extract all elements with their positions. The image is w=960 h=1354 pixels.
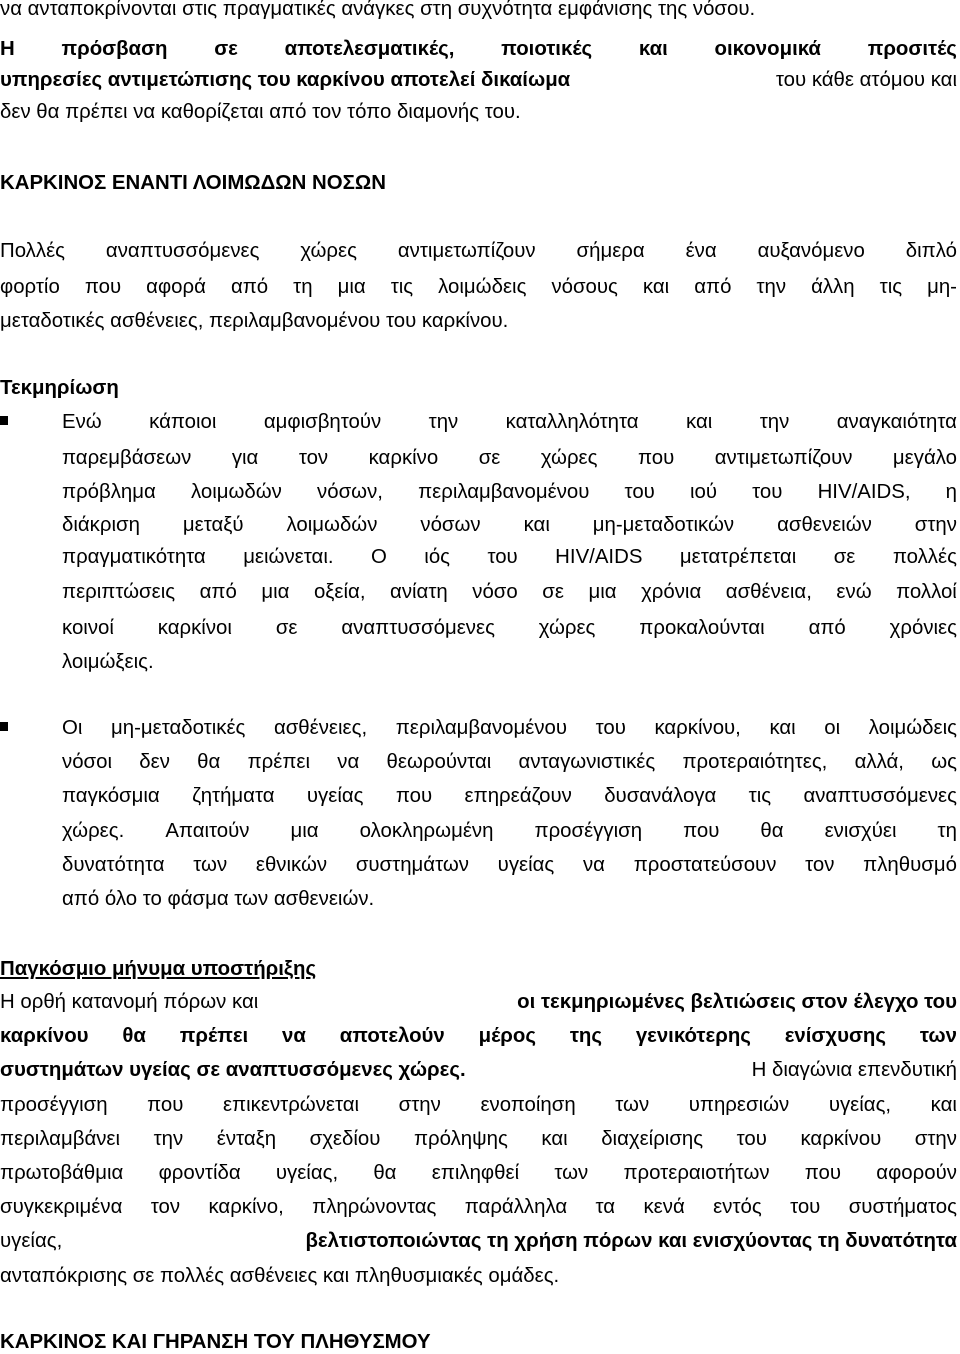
word: καρκίνο, <box>208 1196 284 1218</box>
word: επικεντρώνεται <box>222 1094 360 1116</box>
bullet-square-icon <box>0 416 8 425</box>
support-line-6 <box>0 1161 957 1185</box>
word: προσέγγιση <box>0 1094 108 1116</box>
support-line-8-bold: βελτιστοποιώντας τη χρήση πόρων και ενισχύοντας τη δυνατότητα <box>305 1230 957 1252</box>
word: χρόνια <box>641 581 702 603</box>
word: ασθένεια, <box>725 581 812 603</box>
word: προστατεύσουν <box>633 854 777 876</box>
word: πρόβλημα <box>62 481 156 503</box>
word: την <box>428 411 459 433</box>
word: κενά <box>643 1196 685 1218</box>
evidence-bullet2-line-3 <box>62 784 957 808</box>
word: σε <box>833 546 856 568</box>
intro-line-2 <box>0 37 957 61</box>
word: ολοκληρωμένη <box>359 820 494 842</box>
word: κάποιοι <box>149 411 217 433</box>
word: ζητήματα <box>192 785 275 807</box>
word: την <box>756 276 787 298</box>
word: ενίσχυσης <box>784 1025 886 1047</box>
word: των <box>615 1094 650 1116</box>
word: HIV/AIDS <box>555 546 643 568</box>
support-line-3-rest: Η διαγώνια επενδυτική <box>751 1059 957 1081</box>
word: καρκίνου <box>0 1025 89 1047</box>
word: που <box>395 785 433 807</box>
word: να <box>282 1025 306 1047</box>
word: αποτελεσματικές, <box>284 38 455 60</box>
word: νόσους <box>551 276 618 298</box>
word: επηρεάζουν <box>464 785 572 807</box>
word: του <box>736 1128 767 1150</box>
word: της <box>569 1025 602 1047</box>
word: θα <box>760 820 784 842</box>
word: αφορούν <box>876 1162 957 1184</box>
word: σε <box>275 617 298 639</box>
word: πραγματικότητα <box>62 546 206 568</box>
word: λοιμωδών <box>190 481 282 503</box>
word: προτεραιότητες, <box>682 751 828 773</box>
word: λοιμώδεις <box>438 276 527 298</box>
evidence-bullet2-line-6: από όλο το φάσμα των ασθενειών. <box>62 888 375 910</box>
word: μια <box>290 820 319 842</box>
word: στην <box>914 514 957 536</box>
word: λοιμώδεις <box>868 717 957 739</box>
word: σχεδίου <box>309 1128 381 1150</box>
word: υπηρεσιών <box>688 1094 790 1116</box>
evidence-bullet2-line-2 <box>62 750 957 774</box>
section-heading-cancer-vs-infectious: ΚΑΡΚΙΝΟΣ ΕΝΑΝΤΙ ΛΟΙΜΩΔΩΝ ΝΟΣΩΝ <box>0 172 386 194</box>
word: που <box>683 820 720 842</box>
word: από <box>230 276 269 298</box>
word: πρόληψης <box>413 1128 508 1150</box>
word: θα <box>373 1162 397 1184</box>
word: μεταξύ <box>182 514 244 536</box>
word: παρεμβάσεων <box>62 447 192 469</box>
support-line-3 <box>0 1058 957 1082</box>
evidence-bullet1-line-6 <box>62 580 957 604</box>
word: μετατρέπεται <box>679 546 797 568</box>
word: πρωτοβάθμια <box>0 1162 124 1184</box>
word: φροντίδα <box>158 1162 241 1184</box>
word: παγκόσμια <box>62 785 160 807</box>
word: ιός <box>424 546 450 568</box>
word: του <box>752 481 783 503</box>
word: πληρώνοντας <box>312 1196 437 1218</box>
word: οικονομικά <box>714 38 821 60</box>
word: τη <box>937 820 957 842</box>
intro-right-statement: υπηρεσίες αντιμετώπισης του καρκίνου αποτελεί δικαίωμα <box>0 69 571 91</box>
word: περιλαμβάνει <box>0 1128 121 1150</box>
word: που <box>637 447 675 469</box>
section1-paragraph-line-1 <box>0 239 957 263</box>
word: περιλαμβανομένου <box>418 481 590 503</box>
word: αναπτυσσόμενες <box>105 240 260 262</box>
word: περιλαμβανομένου <box>395 717 568 739</box>
word: από <box>694 276 732 298</box>
word: νόσο <box>472 581 518 603</box>
word: θεωρούνται <box>386 751 492 773</box>
word: επιληφθεί <box>431 1162 520 1184</box>
word: δυσανάλογα <box>604 785 717 807</box>
word: άλλη <box>811 276 855 298</box>
support-line-1-bold: οι τεκμηριωμένες βελτιώσεις στον έλεγχο του <box>517 991 957 1013</box>
word: παράλληλα <box>464 1196 568 1218</box>
word: αφορά <box>146 276 206 298</box>
word: υγείας, <box>828 1094 892 1116</box>
word: συστημάτων <box>355 854 469 876</box>
word: σήμερα <box>576 240 645 262</box>
support-line-3-bold: συστημάτων υγείας σε αναπτυσσόμενες χώρες. <box>0 1059 466 1081</box>
word: του <box>790 1196 821 1218</box>
evidence-bullet2-line-5 <box>62 853 957 877</box>
word: Πολλές <box>0 240 65 262</box>
word: ενοποίηση <box>480 1094 576 1116</box>
word: του <box>624 481 655 503</box>
word: αντιμετωπίζουν <box>397 240 536 262</box>
word: νόσοι <box>62 751 112 773</box>
support-line-1 <box>0 990 957 1014</box>
word: υγείας, <box>275 1162 339 1184</box>
word: τις <box>390 276 414 298</box>
support-line-9: ανταπόκρισης σε πολλές ασθένειες και πληθυσμιακές ομάδες. <box>0 1265 560 1287</box>
word: τον <box>298 447 329 469</box>
word: Ενώ <box>62 411 102 433</box>
word: που <box>147 1094 184 1116</box>
word: υγείας <box>306 785 364 807</box>
word: νόσων <box>420 514 481 536</box>
word: περιπτώσεις <box>62 581 176 603</box>
word: αποτελούν <box>339 1025 445 1047</box>
word: προκαλούνται <box>639 617 765 639</box>
word: μια <box>337 276 366 298</box>
word: ένα <box>685 240 717 262</box>
support-line-8 <box>0 1229 957 1253</box>
word: μη- <box>927 276 957 298</box>
word: καρκίνου, <box>654 717 741 739</box>
word: αναπτυσσόμενες <box>803 785 957 807</box>
word: πρέπει <box>247 751 311 773</box>
word: ενισχύει <box>824 820 897 842</box>
word: των <box>919 1025 957 1047</box>
word: στην <box>398 1094 441 1116</box>
word: προσιτές <box>867 38 957 60</box>
evidence-bullet1-line-2 <box>62 446 957 470</box>
word: καρκίνου <box>800 1128 882 1150</box>
word: από <box>199 581 237 603</box>
word: Η <box>0 38 15 60</box>
word: μεγάλο <box>892 447 957 469</box>
evidence-bullet1-line-4 <box>62 513 957 537</box>
evidence-bullet2-line-4 <box>62 819 957 843</box>
word: και <box>642 276 670 298</box>
section1-paragraph-line-2 <box>0 275 957 299</box>
word: τις <box>879 276 903 298</box>
word: αμφισβητούν <box>263 411 382 433</box>
word: και <box>686 411 713 433</box>
word: χρόνιες <box>889 617 957 639</box>
word: χώρες <box>540 447 598 469</box>
intro-line-1: να ανταποκρίνονται στις πραγματικές ανάγκες στη συχνότητα εμφάνισης της νόσου. <box>0 0 756 20</box>
word: αλλά, <box>854 751 904 773</box>
word: πολλοί <box>896 581 957 603</box>
support-line-1-plain: Η ορθή κατανομή πόρων και <box>0 991 259 1013</box>
intro-line-4: δεν θα πρέπει να καθορίζεται από τον τόπο διαμονής του. <box>0 101 521 123</box>
word: τις <box>748 785 772 807</box>
word: θα <box>197 751 221 773</box>
evidence-bullet2-line-1 <box>62 716 957 740</box>
word: Απαιτούν <box>165 820 250 842</box>
word: μια <box>261 581 290 603</box>
word: ασθένειες, <box>273 717 368 739</box>
support-heading: Παγκόσμιο μήνυμα υποστήριξης <box>0 958 317 980</box>
word: υγείας <box>497 854 555 876</box>
word: συστήματος <box>848 1196 957 1218</box>
word: τον <box>805 854 835 876</box>
word: διάκριση <box>62 514 140 536</box>
word: μειώνεται. <box>243 546 334 568</box>
word: την <box>153 1128 184 1150</box>
word: εθνικών <box>255 854 328 876</box>
word: τη <box>293 276 313 298</box>
word: που <box>804 1162 842 1184</box>
word: ανίατη <box>390 581 448 603</box>
word: και <box>523 514 550 536</box>
word: την <box>759 411 790 433</box>
word: τον <box>150 1196 181 1218</box>
support-line-8-plain: υγείας, <box>0 1230 63 1252</box>
word: και <box>638 38 668 60</box>
word: από <box>808 617 846 639</box>
word: εντός <box>713 1196 762 1218</box>
word: Ο <box>370 546 387 568</box>
word: ως <box>931 751 957 773</box>
word: γενικότερης <box>635 1025 751 1047</box>
evidence-heading: Τεκμηρίωση <box>0 377 119 399</box>
word: πληθυσμό <box>863 854 957 876</box>
word: του <box>487 546 518 568</box>
word: Οι <box>62 717 83 739</box>
word: αντιμετωπίζουν <box>714 447 853 469</box>
support-line-5 <box>0 1127 957 1151</box>
word: ένταξη <box>216 1128 277 1150</box>
word: δεν <box>139 751 170 773</box>
word: νόσων, <box>317 481 383 503</box>
word: διπλό <box>905 240 957 262</box>
word: ποιοτικές <box>501 38 593 60</box>
word: προσέγγιση <box>534 820 643 842</box>
word: μέρος <box>478 1025 536 1047</box>
word: και <box>930 1094 957 1116</box>
word: καρκίνοι <box>157 617 232 639</box>
section-heading-cancer-and-ageing: ΚΑΡΚΙΝΟΣ ΚΑΙ ΓΗΡΑΝΣΗ ΤΟΥ ΠΛΗΘΥΣΜΟΥ <box>0 1331 431 1353</box>
word: και <box>769 717 796 739</box>
word: λοιμωδών <box>286 514 378 536</box>
word: ανταγωνιστικές <box>518 751 656 773</box>
word: ασθενειών <box>777 514 872 536</box>
word: χώρες. <box>62 820 125 842</box>
word: ιού <box>689 481 717 503</box>
section1-paragraph-line-3: μεταδοτικές ασθένειες, περιλαμβανομένου του καρκίνου. <box>0 310 509 332</box>
word: στην <box>914 1128 957 1150</box>
word: δυνατότητα <box>62 854 165 876</box>
word: η <box>945 481 957 503</box>
word: αναπτυσσόμενες <box>341 617 495 639</box>
word: των <box>554 1162 589 1184</box>
word: πρόσβαση <box>61 38 168 60</box>
evidence-bullet1-line-3 <box>62 480 957 504</box>
word: διαχείρισης <box>601 1128 704 1150</box>
evidence-bullet1-line-8: λοιμώξεις. <box>62 651 154 673</box>
word: θα <box>122 1025 146 1047</box>
word: μη-μεταδοτικών <box>592 514 735 536</box>
word: πρέπει <box>179 1025 249 1047</box>
evidence-bullet1-line-5 <box>62 545 957 569</box>
bullet-square-icon <box>0 722 8 731</box>
word: σε <box>214 38 238 60</box>
word: ενώ <box>836 581 872 603</box>
word: καρκίνο <box>368 447 439 469</box>
word: κοινοί <box>62 617 114 639</box>
word: αυξανόμενο <box>757 240 865 262</box>
word: μια <box>588 581 617 603</box>
support-line-2 <box>0 1024 957 1048</box>
word: τα <box>595 1196 616 1218</box>
support-line-7 <box>0 1195 957 1219</box>
word: καταλληλότητα <box>505 411 639 433</box>
word: συγκεκριμένα <box>0 1196 123 1218</box>
word: HIV/AIDS, <box>817 481 911 503</box>
evidence-bullet1-line-1 <box>62 410 957 434</box>
word: προτεραιοτήτων <box>623 1162 770 1184</box>
word: σε <box>478 447 501 469</box>
word: πολλές <box>892 546 957 568</box>
evidence-bullet1-line-7 <box>62 616 957 640</box>
word: και <box>541 1128 568 1150</box>
word: του <box>595 717 626 739</box>
word: αναγκαιότητα <box>836 411 957 433</box>
word: σε <box>542 581 564 603</box>
word: που <box>84 276 122 298</box>
word: να <box>582 854 605 876</box>
word: χώρες <box>538 617 596 639</box>
word: φορτίο <box>0 276 60 298</box>
word: για <box>231 447 259 469</box>
word: μη-μεταδοτικές <box>110 717 246 739</box>
word: οι <box>824 717 841 739</box>
support-line-4 <box>0 1093 957 1117</box>
word: των <box>193 854 228 876</box>
intro-line-3 <box>0 68 957 92</box>
word: να <box>337 751 360 773</box>
intro-line-3-rest: του κάθε ατόμου και <box>775 69 957 91</box>
word: οξεία, <box>313 581 366 603</box>
word: χώρες <box>300 240 357 262</box>
